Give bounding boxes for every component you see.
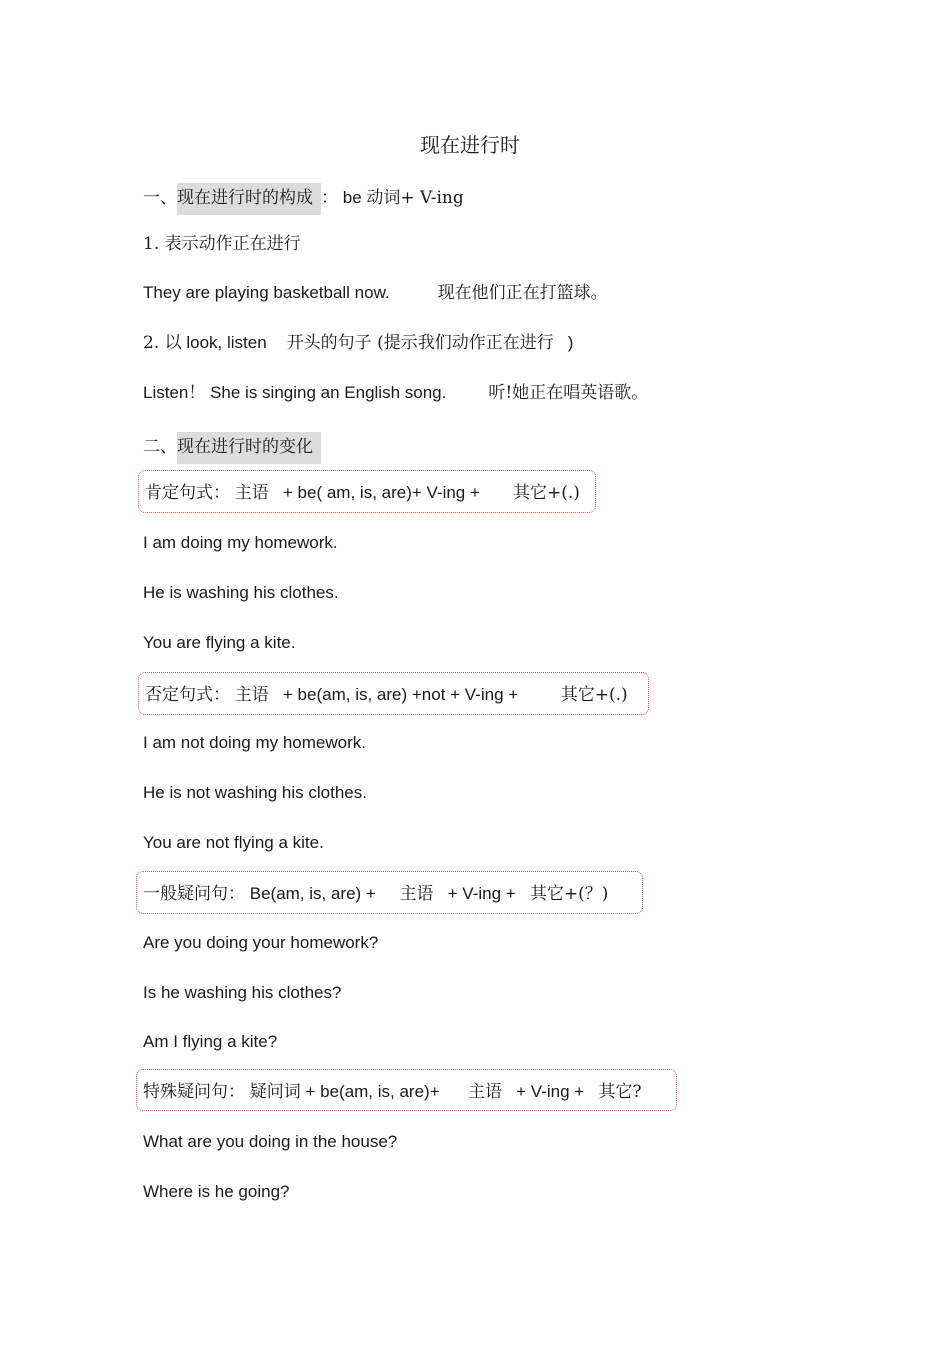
general-question-example-2: Is he washing his clothes? bbox=[143, 983, 342, 1002]
special-question-formula-box: 特殊疑问句： 疑问词 + be(am, is, are)+ 主语 + V-ing + 其它? bbox=[136, 1069, 677, 1111]
section1-highlight: 现在进行时的构成 bbox=[177, 183, 321, 215]
section2-highlight: 现在进行时的变化 bbox=[177, 432, 321, 464]
special-question-example-1: What are you doing in the house? bbox=[143, 1132, 398, 1151]
section1-heading: 一、现在进行时的构成 ： be 动词+ V-ing bbox=[143, 183, 464, 215]
point2-example: Listen！ She is singing an English song. 听!她正在唱英语歌。 bbox=[143, 383, 649, 403]
point1-example: They are playing basketball now. 现在他们正在打篮球。 bbox=[143, 283, 608, 303]
affirmative-formula-box: 肯定句式： 主语 + be( am, is, are)+ V-ing + 其它+(.) bbox=[138, 470, 596, 513]
point2-label: 2. 以 look, listen 开头的句子 (提示我们动作正在进行 ) bbox=[143, 333, 574, 353]
negative-example-2: He is not washing his clothes. bbox=[143, 783, 367, 802]
section2-heading: 二、现在进行时的变化 bbox=[143, 432, 321, 464]
negative-example-3: You are not flying a kite. bbox=[143, 833, 324, 852]
affirmative-example-2: He is washing his clothes. bbox=[143, 583, 339, 602]
negative-example-1: I am not doing my homework. bbox=[143, 733, 366, 752]
general-question-example-1: Are you doing your homework? bbox=[143, 933, 379, 952]
point1-label: 1. 表示动作正在进行 bbox=[143, 234, 301, 254]
affirmative-example-1: I am doing my homework. bbox=[143, 533, 338, 552]
special-question-example-2: Where is he going? bbox=[143, 1182, 290, 1201]
general-question-example-3: Am I flying a kite? bbox=[143, 1032, 278, 1051]
negative-formula-box: 否定句式： 主语 + be(am, is, are) +not + V-ing + 其它+(.) bbox=[138, 672, 649, 715]
affirmative-example-3: You are flying a kite. bbox=[143, 633, 296, 652]
general-question-formula-box: 一般疑问句： Be(am, is, are) + 主语 + V-ing + 其它+(？) bbox=[136, 871, 643, 914]
page-title: 现在进行时 bbox=[420, 133, 520, 157]
